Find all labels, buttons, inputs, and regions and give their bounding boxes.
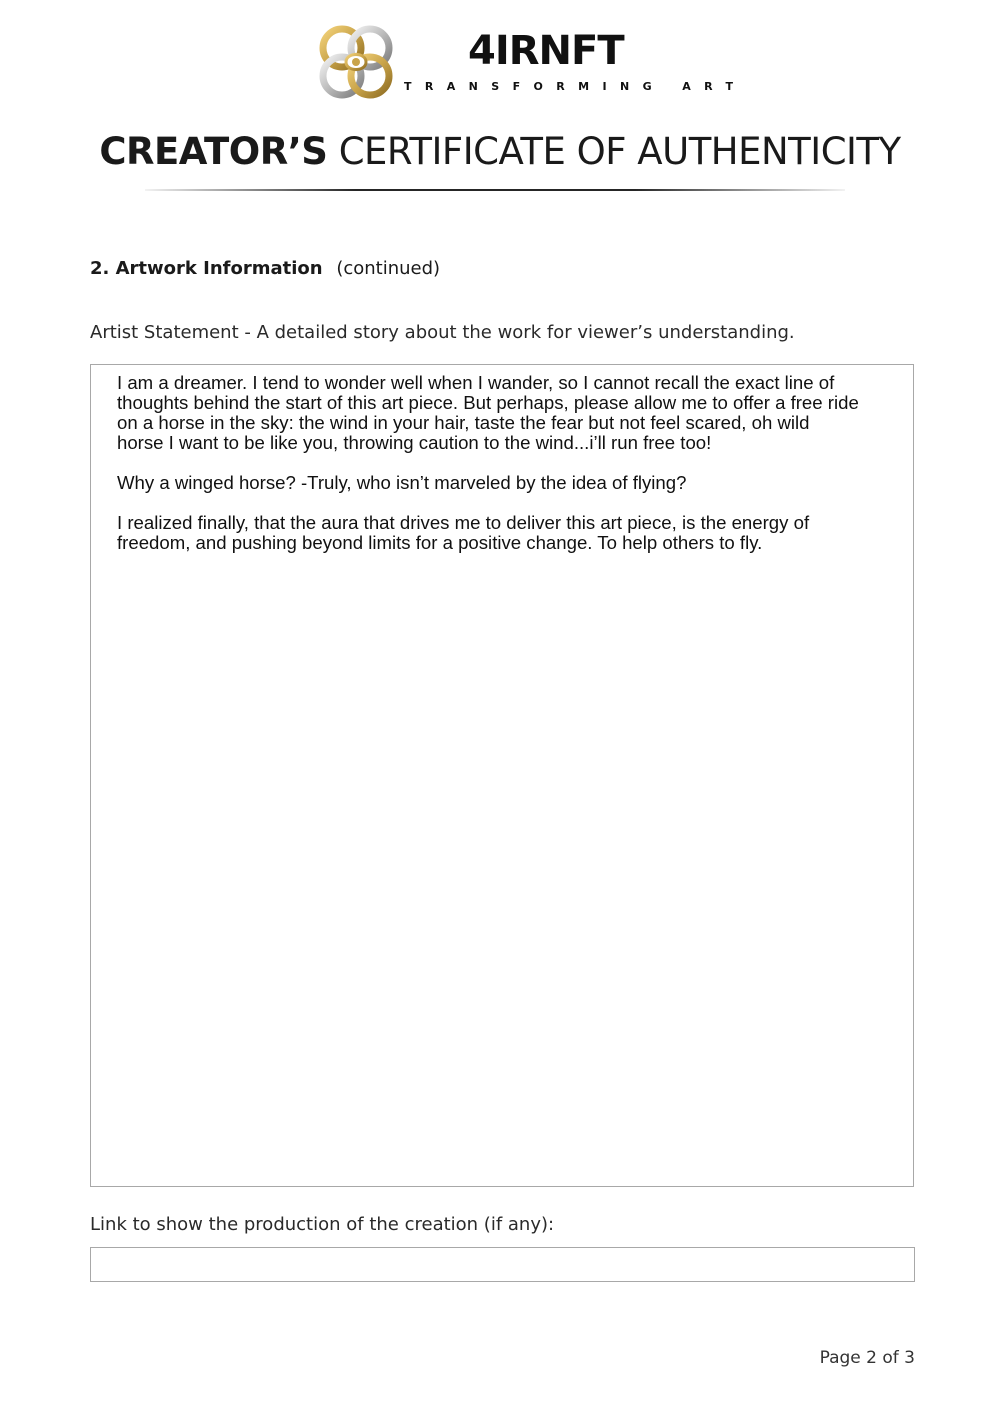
title-divider [145,189,845,191]
production-link-label: Link to show the production of the creation (if any): [90,1214,555,1235]
gold-infinity-knot-logo-icon [316,22,396,102]
production-link-field[interactable] [90,1247,915,1282]
section-title: 2. Artwork Information [90,258,323,279]
statement-paragraph-2: Why a winged horse? -Truly, who isn’t marveled by the idea of flying? [117,472,687,493]
section-continued-note: (continued) [336,258,441,279]
statement-paragraph-1: I am a dreamer. I tend to wonder well when I wander, so I cannot recall the exact line of thoughts behind the start of this art piece. But perhaps, please allow me to offer a free ride on a horse in the sky: the wind in your hair, taste the fear but not feel scared, oh wild horse I want to be like you, throwing caution to the wind...i’ll run free too! [117,372,859,453]
artist-statement-label: Artist Statement - A detailed story about the work for viewer’s understanding. [90,322,795,343]
certificate-title [0,128,1000,176]
brand-tagline: TRANSFORMING ART [404,80,747,93]
statement-paragraph-3: I realized finally, that the aura that drives me to deliver this art piece, is the energy of freedom, and pushing beyond limits for a positive change. To help others to fly. [117,512,810,553]
page-number: Page 2 of 3 [819,1348,915,1368]
artist-statement-field[interactable] [90,364,914,1187]
certificate-title-bold: CREATOR’S [99,130,328,173]
artist-statement-text [117,373,929,573]
brand-name: 4IRNFT [468,28,624,74]
certificate-title-rest: CERTIFICATE OF AUTHENTICITY [338,130,901,173]
section-heading [90,257,440,281]
